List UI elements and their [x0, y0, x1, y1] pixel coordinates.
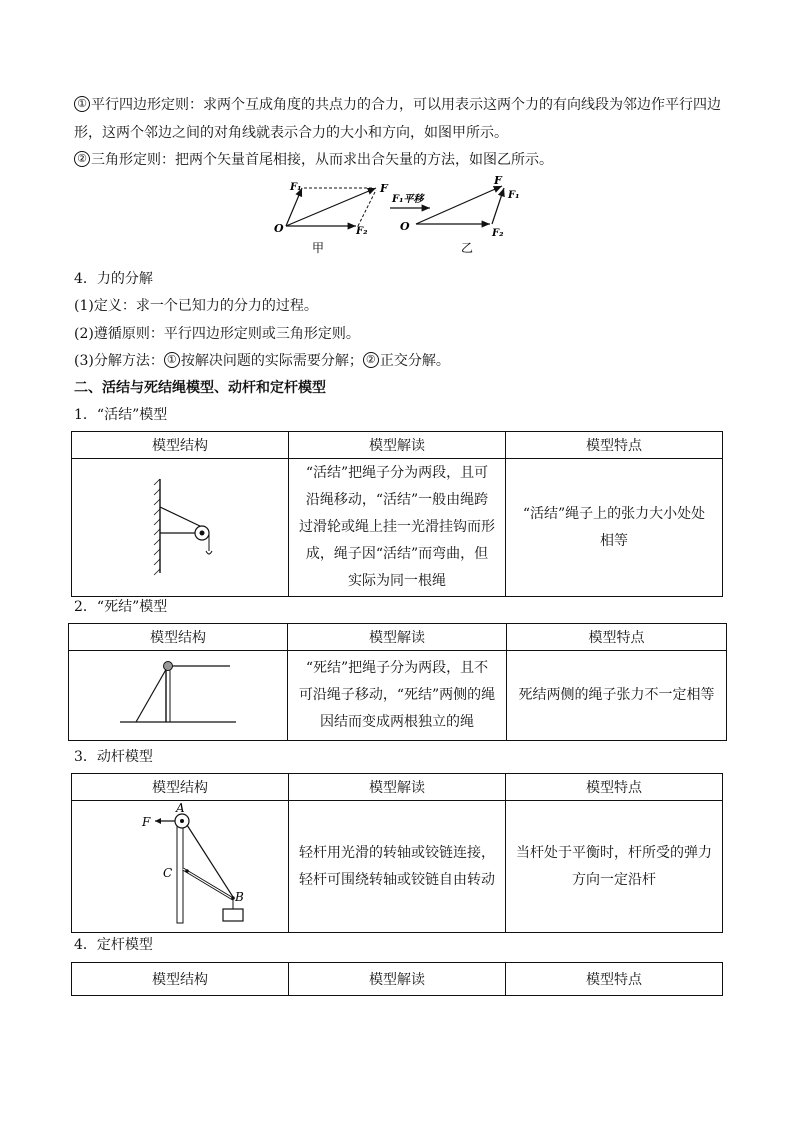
label-shift: F₁平移	[392, 194, 424, 205]
model1-title: 1．“活结”模型	[74, 407, 168, 423]
rule2-line	[74, 151, 553, 169]
header-interpretation: 模型解读	[288, 624, 507, 651]
model2-title: 2．“死结”模型	[74, 599, 168, 615]
structure-cell	[72, 801, 289, 933]
interpretation-line: “活结”把绳子分为两段，且可	[305, 465, 489, 481]
caption-jia: 甲	[312, 241, 325, 255]
label-o-left: O	[274, 222, 284, 235]
interpretation-line: 轻杆可围绕转轴或铰链自由转动	[299, 871, 495, 888]
header-structure: 模型结构	[72, 963, 289, 996]
header-structure: 模型结构	[69, 624, 288, 651]
decomposition-definition: (1)定义：求一个已知力的分力的过程。	[74, 298, 318, 314]
label-f: F	[142, 814, 151, 829]
header-interpretation: 模型解读	[289, 963, 506, 996]
interpretation-line: 成，绳子因“活结”而弯曲，但	[305, 546, 489, 562]
method-a: 按解决问题的实际需要分解；	[180, 353, 363, 369]
structure-cell	[69, 651, 288, 741]
method-b: 正交分解。	[379, 353, 450, 369]
interpretation-line: 过滑轮或绳上挂一光滑挂钩而形	[299, 519, 495, 535]
header-feature: 模型特点	[507, 624, 727, 651]
model3-title: 3．动杆模型	[74, 749, 153, 765]
interpretation-line: “死结”把绳子分为两段，且不	[305, 660, 489, 676]
label-f-right: F	[494, 174, 502, 187]
header-interpretation: 模型解读	[289, 774, 506, 801]
label-c: C	[163, 865, 173, 880]
table-header-row	[72, 432, 723, 459]
interpretation-cell	[288, 651, 507, 741]
feature-line: “活结”绳子上的张力大小处处	[522, 505, 706, 522]
table-row	[72, 459, 723, 597]
interpretation-line: 可沿绳子移动，“死结”两侧的绳	[298, 687, 496, 703]
table-header-row	[72, 963, 723, 996]
feature-cell	[506, 459, 723, 597]
feature-line: 相等	[600, 532, 628, 549]
label-f2-left: F₂	[356, 226, 368, 237]
feature-line: 死结两侧的绳子张力不一定相等	[518, 687, 715, 703]
header-feature: 模型特点	[506, 774, 723, 801]
header-structure: 模型结构	[72, 774, 289, 801]
header-feature: 模型特点	[506, 432, 723, 459]
label-f-left: F	[380, 182, 388, 195]
movable-rod-diagram	[115, 803, 245, 927]
table-header-row	[72, 774, 723, 801]
interpretation-cell	[289, 801, 506, 933]
method-prefix: (3)分解方法：	[74, 353, 164, 369]
circled-number-2: ②	[74, 151, 90, 167]
decomposition-title: 4．力的分解	[74, 271, 153, 287]
circled-number-2: ②	[363, 352, 379, 368]
rule1-cont-line: 形，这两个邻边之间的对角线就表示合力的大小和方向，如图甲所示。	[74, 125, 508, 141]
caption-yi: 乙	[461, 241, 474, 255]
label-b: B	[235, 889, 244, 904]
interpretation-line: 轻杆用光滑的转轴或铰链连接，	[299, 844, 495, 861]
circled-number-1: ①	[74, 96, 90, 112]
table-row	[69, 651, 727, 741]
label-f1-left: F₁	[290, 182, 302, 193]
model1-table	[71, 431, 723, 597]
interpretation-line: 沿绳移动，“活结”一般由绳跨	[305, 492, 489, 508]
rule1-text: 平行四边形定则：求两个互成角度的共点力的合力，可以用表示这两个力的有向线段为邻边作平行四边	[91, 97, 721, 113]
triangle-diagram	[390, 174, 519, 255]
dead-knot-diagram	[118, 656, 238, 732]
model4-title: 4．定杆模型	[74, 937, 153, 953]
header-structure: 模型结构	[72, 432, 289, 459]
header-interpretation: 模型解读	[289, 432, 506, 459]
section-heading: 二、活结与死结绳模型、动杆和定杆模型	[74, 380, 326, 396]
rule1-line	[74, 96, 721, 114]
interpretation-line: 因结而变成两根独立的绳	[320, 714, 474, 730]
feature-line: 方向一定沿杆	[572, 871, 656, 888]
feature-line: 当杆处于平衡时，杆所受的弹力	[516, 844, 712, 861]
pulley-rope-diagram	[140, 471, 220, 581]
header-feature: 模型特点	[506, 963, 723, 996]
circled-number-1: ①	[164, 352, 180, 368]
model2-table	[68, 623, 727, 741]
model3-table	[71, 773, 723, 933]
rule2-text: 三角形定则：把两个矢量首尾相接，从而求出合矢量的方法，如图乙所示。	[91, 152, 553, 168]
table-header-row	[69, 624, 727, 651]
interpretation-line: 实际为同一根绳	[348, 573, 446, 589]
parallelogram-diagram	[274, 182, 389, 255]
feature-cell	[506, 801, 723, 933]
label-o-right: O	[400, 220, 410, 233]
label-f2-right: F₂	[492, 228, 504, 239]
label-f1-right: F₁	[508, 190, 520, 201]
decomposition-method	[74, 352, 450, 370]
decomposition-principle: (2)遵循原则：平行四边形定则或三角形定则。	[74, 326, 360, 342]
model4-table	[71, 962, 723, 996]
structure-cell	[72, 459, 289, 597]
table-row	[72, 801, 723, 933]
vector-addition-figure	[268, 172, 528, 258]
feature-cell	[507, 651, 727, 741]
label-a: A	[176, 802, 185, 815]
interpretation-cell	[289, 459, 506, 597]
